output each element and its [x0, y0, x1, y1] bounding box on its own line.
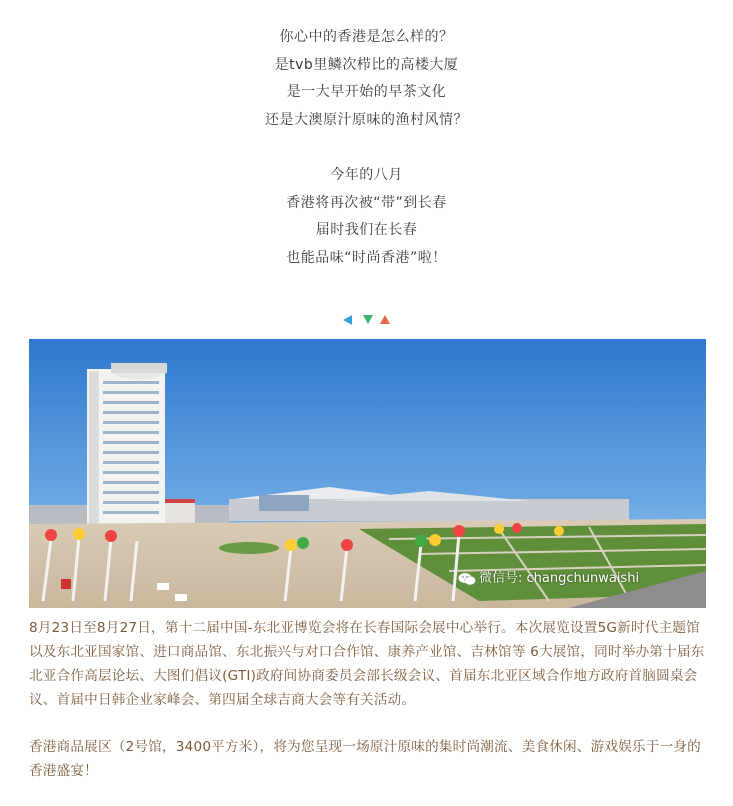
triangle-left-icon: [343, 315, 352, 325]
poem-line: 是tvb里鳞次栉比的高楼大厦: [274, 56, 459, 73]
poem-line: 届时我们在长春: [315, 222, 418, 238]
poem-outro: [0, 162, 733, 272]
poem-intro: [0, 24, 733, 134]
poem-line: 也能品味“时尚香港”啦！: [286, 249, 447, 266]
triangle-up-icon: [380, 315, 390, 324]
triangle-down-icon: [363, 315, 373, 324]
poem-line: 还是大澳原汁原味的渔村风情？: [265, 111, 468, 128]
decorative-divider: [0, 309, 733, 327]
poem-line: 是一大早开始的早茶文化: [286, 84, 447, 100]
wechat-watermark: [458, 567, 639, 586]
expo-description-paragraph: 8月23日至8月27日，第十二届中国-东北亚博览会将在长春国际会展中心举行。本次展览设置5G新时代主题馆以及东北亚国家馆、进口商品馆、东北振兴与对口合作馆、康养产业馆、吉林馆等 6大展馆，同时举办第十届东北亚合作高层论坛、大图们倡议(GTI)政府间协商委员会部长级会议、首届东北亚区域合作地方政府首脑圆桌会议、首届中日韩企业家峰会、第四届全球吉商大会等有关活动。: [29, 620, 705, 708]
poem-line: 香港将再次被“带”到长春: [286, 194, 447, 211]
poem-line: 今年的八月: [330, 167, 403, 183]
watermark-text: 微信号: changchunwaishi: [479, 571, 640, 586]
hong-kong-pavilion-paragraph: 香港商品展区（2号馆，3400平方米），将为您呈现一场原汁原味的集时尚潮流、美食休闲、游戏娱乐于一身的香港盛宴！: [29, 739, 701, 779]
wechat-icon: [458, 572, 476, 586]
poem-line: 你心中的香港是怎么样的？: [279, 29, 454, 45]
